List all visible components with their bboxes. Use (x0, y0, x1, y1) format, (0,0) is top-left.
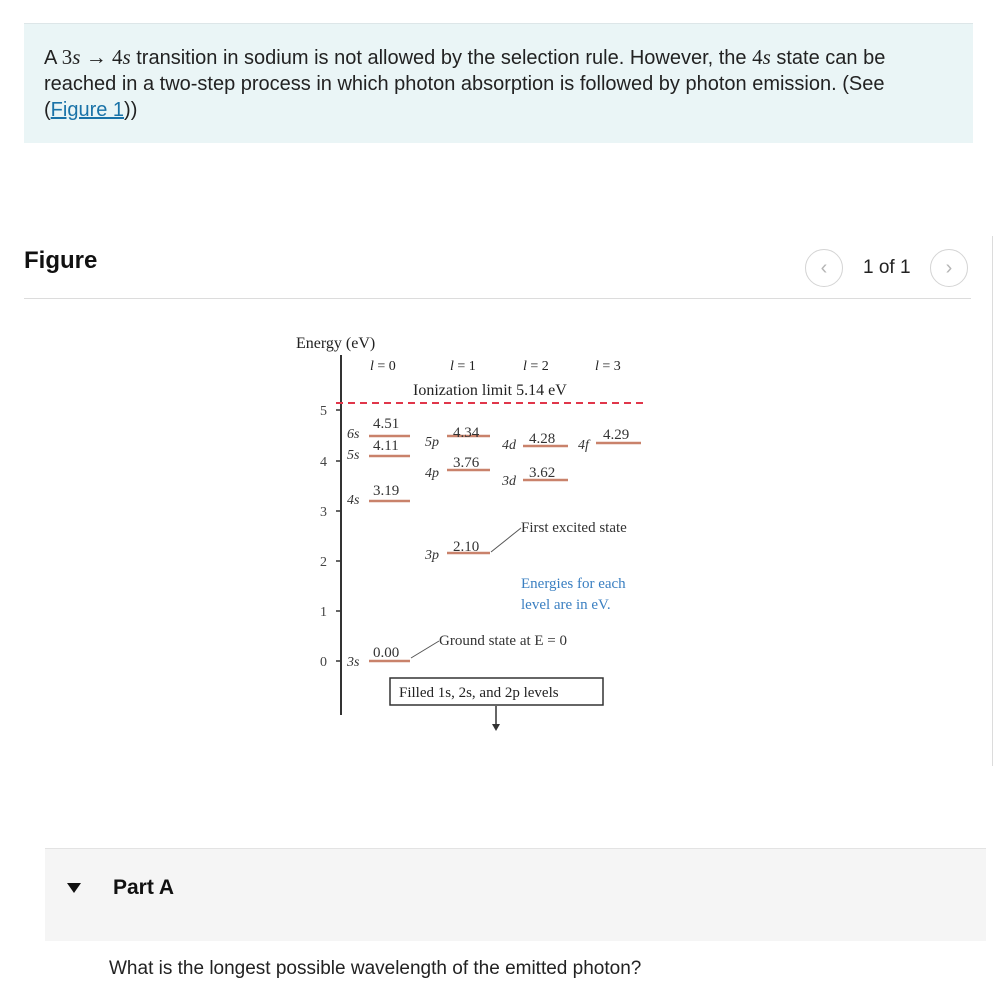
next-figure-button[interactable] (930, 249, 968, 287)
tick-2: 2 (320, 555, 327, 570)
tick-3: 3 (320, 505, 327, 520)
sodium-energy-level-diagram (285, 325, 665, 735)
tick-1: 1 (320, 605, 327, 620)
level-3d-value: 3.62 (529, 465, 556, 481)
level-5s-name: 5s (347, 448, 360, 463)
pager-label: 1 of 1 (863, 257, 911, 278)
prev-figure-button[interactable] (805, 249, 843, 287)
tick-0: 0 (320, 655, 327, 670)
level-5p-name: 5p (425, 435, 439, 450)
down-arrow-icon (492, 724, 500, 731)
chevron-right-icon: › (945, 256, 953, 279)
level-4s-name: 4s (347, 493, 360, 508)
level-6s-value: 4.51 (373, 416, 400, 432)
ionization-label: Ionization limit 5.14 eV (413, 382, 567, 399)
math-4s: 4s (752, 45, 771, 69)
scroll-divider (992, 236, 993, 766)
level-4d-value: 4.28 (529, 431, 556, 447)
chevron-left-icon: ‹ (820, 256, 828, 279)
caret-down-icon[interactable] (67, 883, 81, 893)
figure-heading: Figure (24, 247, 98, 274)
figure-1-link[interactable]: Figure 1 (50, 99, 125, 121)
figure-divider (24, 298, 971, 299)
level-4f-value: 4.29 (603, 427, 630, 443)
tick-5: 5 (320, 404, 327, 419)
level-4p-value: 3.76 (453, 455, 480, 471)
energies-note-line1: Energies for each (521, 576, 626, 592)
level-5s-value: 4.11 (373, 438, 399, 454)
tick-4: 4 (320, 455, 327, 470)
level-4d-name: 4d (502, 438, 516, 453)
l0-header: l = 0 (370, 359, 396, 374)
question-text: What is the longest possible wavelength of the emitted photon? (109, 958, 642, 979)
ground-state-leader (411, 641, 439, 658)
level-4s-value: 3.19 (373, 483, 400, 499)
l1-header: l = 1 (450, 359, 476, 374)
energy-axis-label: Energy (eV) (296, 335, 376, 352)
level-3p-value: 2.10 (453, 539, 480, 555)
level-3s-name: 3s (347, 655, 360, 670)
part-a-header[interactable] (45, 848, 986, 941)
problem-intro: A 3s → 4s transition in sodium is not allowed by the selection rule. However, the 4s state can be reached in a two-step process in which photon absorption is followed by photon emission. (See (Figure 1)) (24, 23, 973, 143)
level-6s-name: 6s (347, 427, 360, 442)
level-4f-name: 4f (578, 438, 589, 453)
l2-header: l = 2 (523, 359, 549, 374)
ground-state-label: Ground state at E = 0 (439, 633, 568, 649)
level-5p-value: 4.34 (453, 425, 480, 441)
l3-header: l = 3 (595, 359, 621, 374)
first-excited-leader (491, 528, 521, 552)
first-excited-label: First excited state (521, 520, 627, 536)
energies-note-line2: level are in eV. (521, 597, 611, 613)
part-a-label: Part A (113, 876, 175, 899)
level-4p-name: 4p (425, 466, 439, 481)
level-3p-name: 3p (425, 548, 439, 563)
math-3s: 3s → 4s (61, 45, 131, 69)
level-3d-name: 3d (502, 474, 516, 489)
filled-levels-label: Filled 1s, 2s, and 2p levels (399, 685, 559, 701)
level-3s-value: 0.00 (373, 645, 400, 661)
